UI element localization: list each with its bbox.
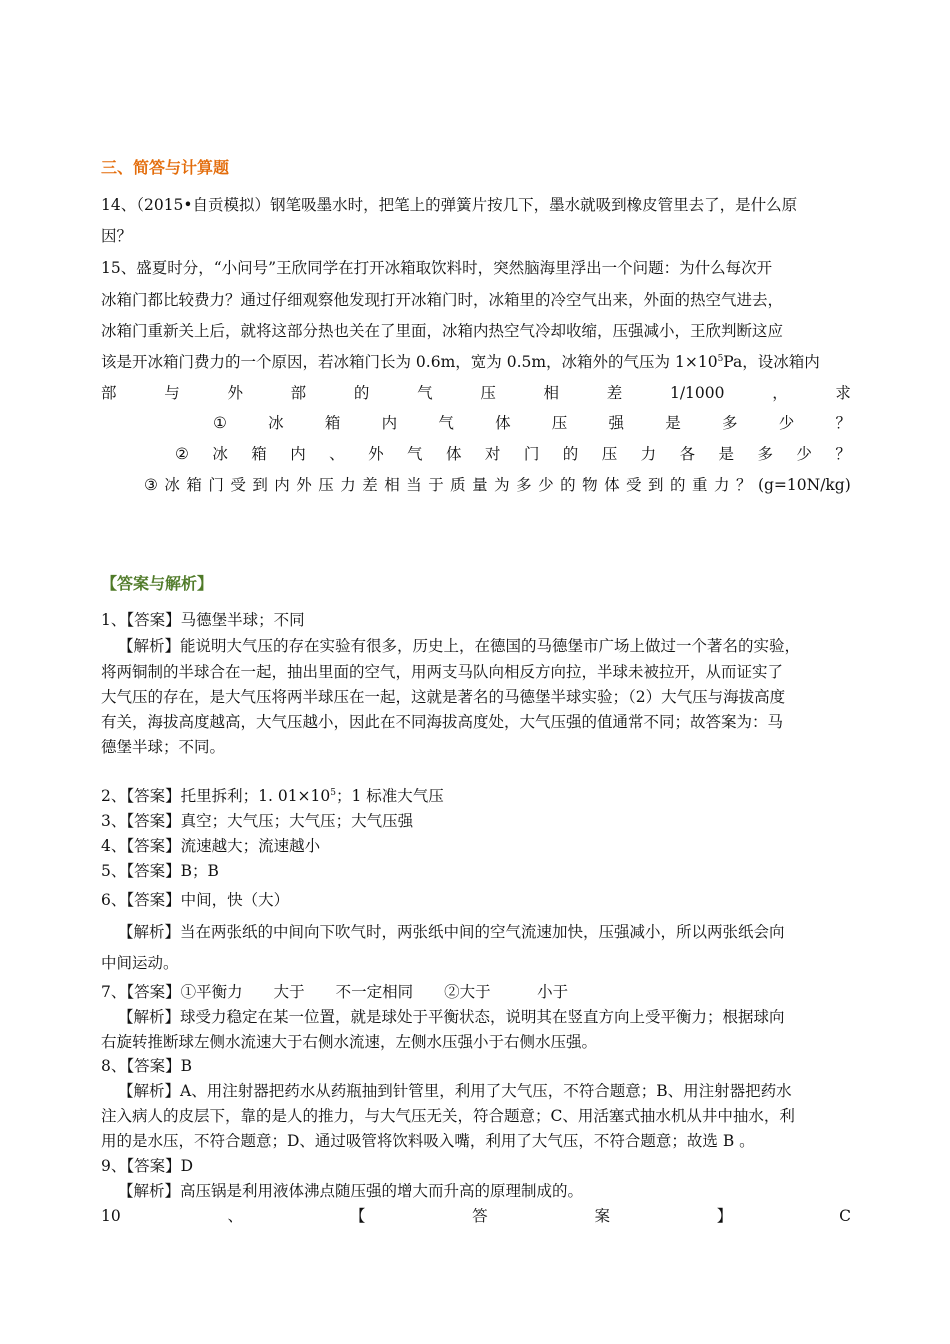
word: 外 (296, 476, 312, 494)
explanation-line: 【解析】A、用注射器把药水从药瓶抽到针管里，利用了大气压，不符合题意；B、用注射器把药水 (118, 1082, 792, 1100)
answer-line: 7、【答案】①平衡力 大于 不一定相同 ②大于 小于 (101, 983, 569, 1001)
word: 气 (417, 384, 433, 402)
question-15-line: 15、盛夏时分，“小问号”王欣同学在打开冰箱取饮料时，突然脑海里浮出一个问题：为什么每次开 (101, 259, 773, 277)
word: 冰 (268, 414, 284, 432)
word: 10 (101, 1207, 121, 1225)
word: 】 (716, 1207, 733, 1225)
question-15-text: 该是开冰箱门费力的一个原因，若冰箱门长为 0.6m，宽为 0.5m，冰箱外的气压为 1×10 (101, 353, 718, 371)
explanation-line: 大气压的存在，是大气压将两半球压在一起，这就是著名的马德堡半球实验；（2）大气压与海拔高度 (101, 688, 786, 706)
word: 压 (318, 476, 334, 494)
explanation-line: 有关，海拔高度越高，大气压越小，因此在不同海拔高度处，大气压强的值通常不同；故答案为：马 (101, 713, 784, 731)
word: 外 (368, 445, 384, 463)
answer-text: 2、【答案】托里拆利；1. 01×10 (101, 787, 331, 805)
word: 部 (290, 384, 307, 402)
word: 的 (670, 476, 686, 494)
explanation-line: 【解析】球受力稳定在某一位置，就是球处于平衡状态，说明其在竖直方向上受平衡力；根据球向 (118, 1008, 785, 1026)
question-14-line: 因？ (101, 227, 133, 245)
answer-line: 6、【答案】中间，快（大） (101, 891, 290, 909)
word: ？ (735, 476, 752, 494)
word: 内 (274, 476, 290, 494)
word: 门 (208, 476, 224, 494)
word: 的 (560, 476, 576, 494)
answer-line: 9、【答案】D (101, 1157, 194, 1175)
word: 气 (438, 414, 454, 432)
word: 相 (543, 384, 560, 402)
word: 量 (472, 476, 488, 494)
word: 少 (538, 476, 554, 494)
word: 力 (340, 476, 356, 494)
word: 外 (227, 384, 243, 402)
word: ③ (144, 476, 158, 494)
word: 少 (778, 414, 795, 432)
answer-3: 3、【答案】真空；大气压；大气压；大气压强 (101, 812, 414, 830)
answers-title: 【答案与解析】 (101, 574, 214, 593)
word: 的 (562, 445, 579, 463)
explanation-line: 用的是水压，不符合题意；D、通过吸管将饮料吸入嘴，利用了大气压，不符合题意；故选 B 。 (101, 1132, 755, 1150)
explanation-line: 中间运动。 (101, 954, 179, 972)
word: 门 (523, 445, 540, 463)
word: 求 (835, 384, 851, 402)
word: 物 (582, 476, 598, 494)
word: 是 (665, 414, 681, 432)
question-15-line: 冰箱门重新关上后，就将这部分热也关在了里面，冰箱内热空气冷却收缩，压强减小，王欣判断这应 (101, 322, 784, 340)
word: 1/1000 (669, 384, 725, 402)
word: 多 (516, 476, 532, 494)
question-15-line (101, 383, 851, 403)
section-title: 三、简答与计算题 (101, 158, 230, 177)
question-15-line: 冰箱门都比较费力？通过仔细观察他发现打开冰箱门时，冰箱里的冷空气出来，外面的热空气进去， (101, 291, 784, 309)
explanation-line: 右旋转推断球左侧水流速大于右侧水流速，左侧水压强小于右侧水压强。 (101, 1033, 598, 1051)
word: 多 (757, 445, 773, 463)
word: ① (213, 414, 227, 432)
word: 【 (349, 1207, 366, 1225)
explanation-line: 【解析】高压锅是利用液体沸点随压强的增大而升高的原理制成的。 (118, 1182, 584, 1200)
answer-4: 4、【答案】流速越大；流速越小 (101, 837, 321, 855)
word: 部 (101, 384, 117, 402)
word: 多 (722, 414, 738, 432)
word: 是 (718, 445, 735, 463)
word: 内 (290, 445, 306, 463)
word: 当 (406, 476, 422, 494)
word: 到 (252, 476, 268, 494)
word: 的 (353, 384, 370, 402)
question-14-line: 14、（2015•自贡模拟）钢笔吸墨水时，把笔上的弹簧片按几下，墨水就吸到橡皮管里去了，是什么原 (101, 196, 798, 214)
word: 对 (484, 445, 501, 463)
word: 压 (551, 414, 568, 432)
word: 差 (606, 384, 623, 402)
question-15-text: Pa，设冰箱内 (723, 353, 820, 371)
word: 气 (407, 445, 423, 463)
word: ② (175, 445, 189, 463)
word: 体 (445, 445, 462, 463)
word: 重 (692, 476, 708, 494)
word: 体 (604, 476, 620, 494)
question-15-line (101, 352, 851, 372)
exponent: 5 (330, 788, 336, 798)
word: 力 (640, 445, 657, 463)
explanation-line: 将两铜制的半球合在一起，抽出里面的空气，用两支马队向相反方向拉，半球未被拉开，从而证实了 (101, 663, 784, 681)
word: 、 (329, 445, 345, 463)
word: 为 (494, 476, 510, 494)
word: 各 (679, 445, 696, 463)
answer-text: ；1 标准大气压 (336, 787, 444, 805)
word: 冰 (212, 445, 228, 463)
word: C (839, 1207, 851, 1225)
word: 冰 (164, 476, 180, 494)
word: 箱 (186, 476, 202, 494)
exponent: 5 (717, 354, 724, 364)
answer-5: 5、【答案】B；B (101, 862, 219, 880)
word: 受 (230, 476, 246, 494)
word: 、 (227, 1207, 244, 1225)
word: ？ (835, 414, 851, 432)
answer-2 (101, 786, 851, 806)
word: (g=10N/kg) (757, 476, 851, 494)
word: 答 (472, 1207, 488, 1225)
word: 压 (601, 445, 618, 463)
word: 内 (381, 414, 398, 432)
word: 压 (480, 384, 496, 402)
word: 到 (648, 476, 664, 494)
word: 质 (450, 476, 466, 494)
explanation-line: 【解析】能说明大气压的存在实验有很多，历史上，在德国的马德堡市广场上做过一个著名的实验， (118, 637, 801, 655)
answer-line: 8、【答案】B (101, 1057, 193, 1075)
word: 强 (608, 414, 625, 432)
word: 相 (384, 476, 400, 494)
sub-question-2 (175, 444, 851, 464)
word: 少 (796, 445, 812, 463)
word: 差 (362, 476, 378, 494)
word: 箱 (324, 414, 341, 432)
word: 箱 (251, 445, 267, 463)
word: 体 (495, 414, 511, 432)
explanation-line: 德堡半球；不同。 (101, 738, 226, 756)
word: 与 (164, 384, 180, 402)
explanation-line: 【解析】当在两张纸的中间向下吹气时，两张纸中间的空气流速加快，压强减小，所以两张纸会向 (118, 923, 785, 941)
word: 于 (428, 476, 444, 494)
word: ， (772, 384, 788, 402)
word: 受 (626, 476, 642, 494)
answer-line: 1、【答案】马德堡半球；不同 (101, 611, 305, 629)
explanation-line: 注入病人的皮层下，靠的是人的推力，与大气压无关，符合题意；C、用活塞式抽水机从井中抽水，利 (101, 1107, 795, 1125)
word: ？ (835, 445, 851, 463)
answer-10 (101, 1206, 851, 1226)
word: 力 (713, 476, 730, 494)
sub-question-3 (144, 475, 851, 495)
sub-question-1 (213, 413, 851, 433)
word: 案 (594, 1207, 610, 1225)
